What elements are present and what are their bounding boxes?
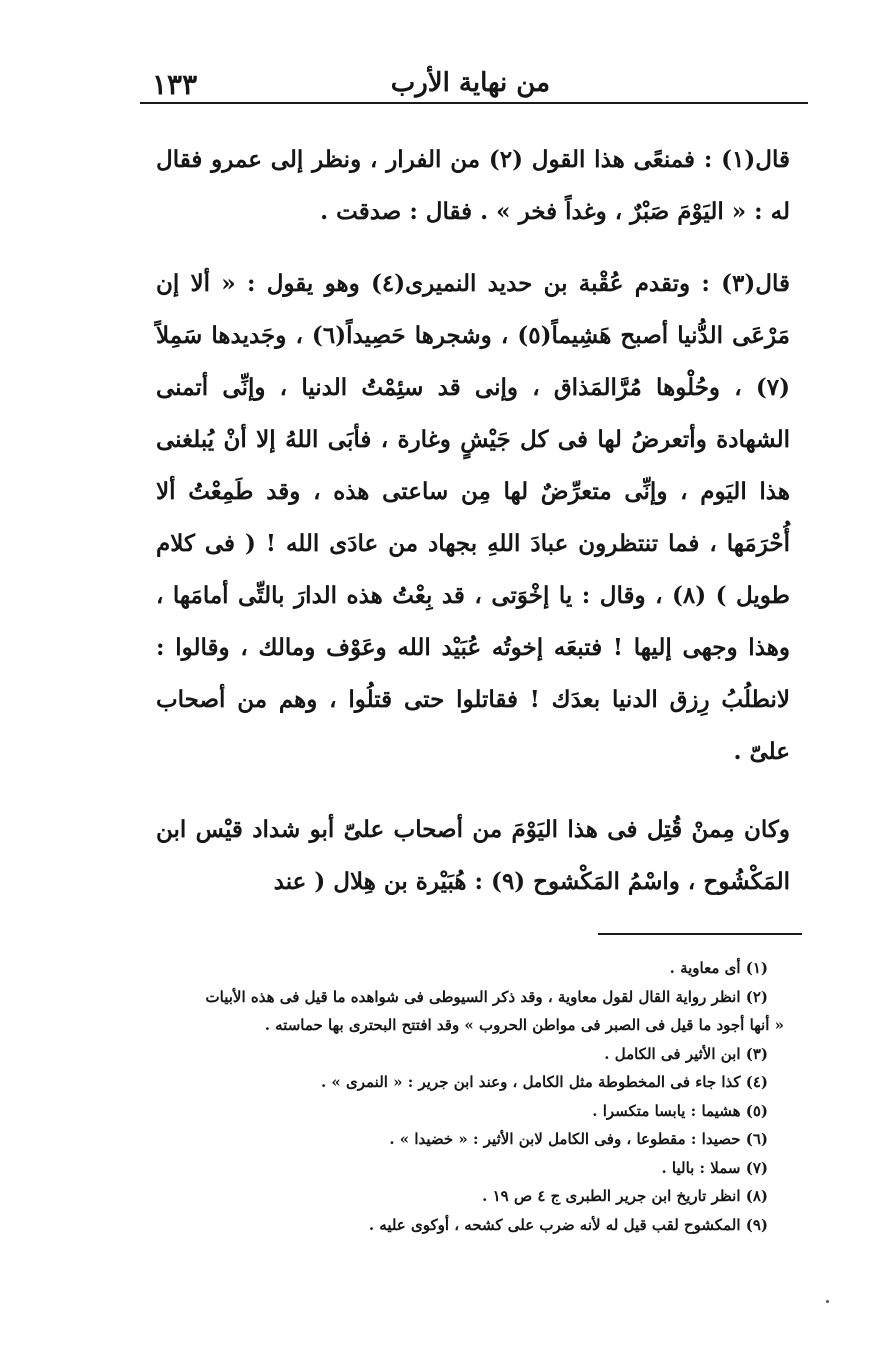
page-number: ١٣٣ <box>152 68 198 101</box>
footnote-4: (٤) كذا جاء فى المخطوطة مثل الكامل ، وعند ابن جرير : « النمرى » . <box>320 1073 768 1091</box>
footnote-rule <box>598 933 802 935</box>
paragraph-text: وكان مِمنْ قُتِل فى هذا اليَوْمَ من أصحاب علىّ أبو شداد قيْس ابن المَكْشُوح ، واسْمُ المَكْشوح (٩) : هُبَيْرة بن هِلال ( عند <box>156 816 790 895</box>
running-title: من نهاية الأرب <box>390 68 550 98</box>
page-header <box>140 64 808 104</box>
footnote-5: (٥) هشيما : يابسا متكسرا . <box>592 1101 768 1120</box>
footnote-3: (٣) ابن الأثير فى الكامل . <box>604 1044 768 1063</box>
body-paragraph-1 <box>156 134 790 238</box>
footnote-1: (١) أى معاوية . <box>669 959 768 977</box>
paragraph-text: قال(١) : فمنعًى هذا القول (٢) من الفرار ، ونظر إلى عمرو فقال له : « اليَوْمَ صَبْرٌ ، وغداً فخر » . فقال : صدقت . <box>156 146 790 225</box>
footnote-7: (٧) سملا : باليا . <box>661 1158 768 1177</box>
footnote-9: (٩) المكشوح لقب قيل له لأنه ضرب على كشحه ، أوكوى عليه . <box>368 1215 768 1234</box>
print-speck <box>826 1300 829 1303</box>
body-paragraph-2 <box>156 258 790 778</box>
footnote-8: (٨) انظر تاريخ ابن جرير الطبرى ج ٤ ص ١٩ . <box>482 1187 768 1205</box>
header-rule <box>140 102 808 104</box>
footnotes <box>150 954 784 1239</box>
paragraph-text: قال(٣) : وتقدم عُقْبة بن حديد النميرى(٤) وهو يقول : « ألا إن مَرْعَى الدُّنيا أصبح هَشِيماً(٥) ، وشجرها حَصِيداً(٦) ، وجَديدها سَمِلاً (٧) ، وحُلْوها مُرَّالمَذاق ، وإنى قد سئِمْتُ الدنيا ، وإنِّى أتمنى الشهادة وأتعرضُ لها فى كل جَيْشٍ وغارة ، فأبَى اللهُ إلا أنْ يُبلغنى هذا اليَوم ، وإنِّى متعرِّضٌ لها مِن ساعتى هذه ، وقد طَمِعْتُ ألا أُحْرَمَها ، فما تنتظرون عبادَ اللهِ بجهاد من عادَى الله ! ( فى كلام طويل ) (٨) ، وقال : يا إخْوَتى ، قد بِعْتُ هذه الدارَ بالتِّى أمامَها ، وهذا وجهى إليها ! فتبعَه إخوتُه عُبَيْد الله وعَوْف ومالك ، وقالوا : لانطلُبُ رِزق الدنيا بعدَك ! فقاتلوا حتى قتلُوا ، وهم من أصحاب علىّ . <box>156 270 791 765</box>
footnote-2: (٢) انظر رواية القال لقول معاوية ، وقد ذكر السيوطى فى شواهده ما قيل فى هذه الأبيات <box>205 987 768 1006</box>
footnote-6: (٦) حصيدا : مقطوعا ، وفى الكامل لابن الأثير : « خضيدا » . <box>389 1130 768 1148</box>
body-paragraph-3 <box>156 804 790 908</box>
footnote-2-continuation: « أنها أجود ما قيل فى الصبر فى مواطن الحروب » وقد افتتح البحترى بها حماسته . <box>264 1016 784 1034</box>
